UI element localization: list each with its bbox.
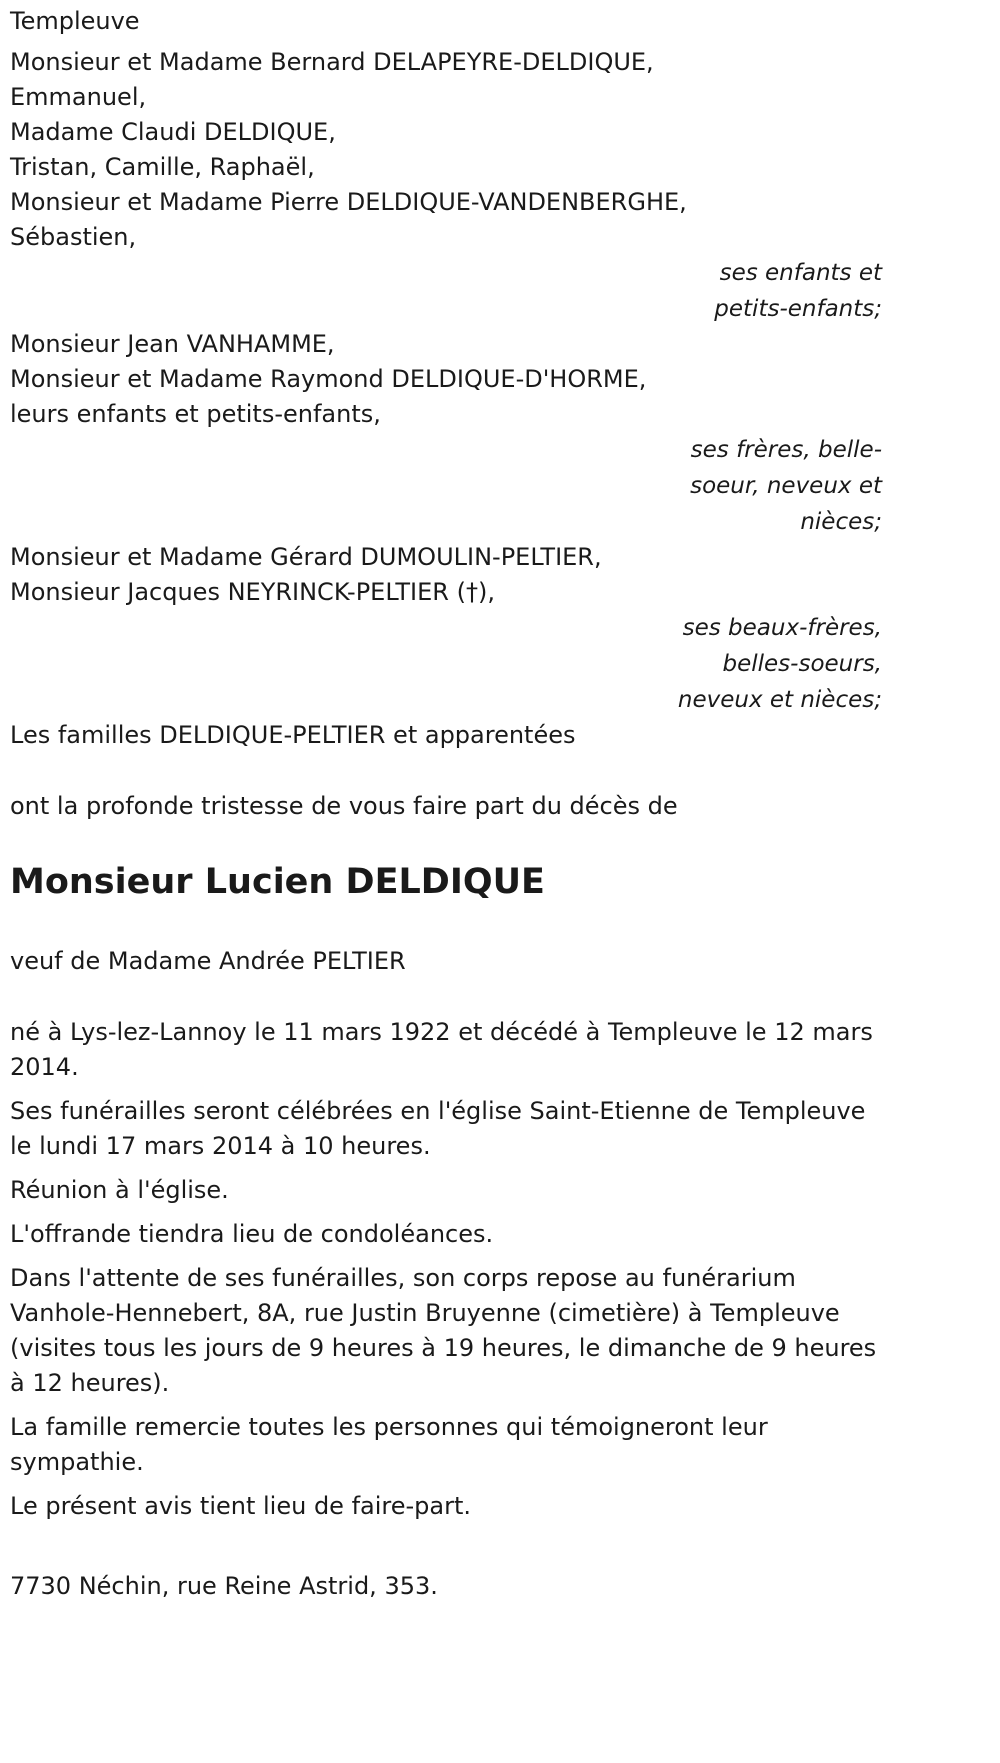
birth-death-paragraph: né à Lys-lez-Lannoy le 11 mars 1922 et décédé à Templeuve le 12 mars 2014.: [10, 1018, 873, 1081]
families-line: Les familles DELDIQUE-PELTIER et apparentées: [10, 721, 576, 749]
place-name: Templeuve: [10, 7, 140, 35]
family-group-children: [10, 45, 882, 327]
family-line: Monsieur et Madame Bernard DELAPEYRE-DELDIQUE,: [10, 48, 654, 76]
meeting-paragraph: Réunion à l'église.: [10, 1176, 229, 1204]
announcement-text: ont la profonde tristesse de vous faire part du décès de: [10, 792, 678, 820]
relationship-label: ses beaux-frères, belles-soeurs, neveux et nièces;: [677, 615, 882, 713]
family-line: Sébastien,: [10, 223, 137, 251]
notice-paragraph: Le présent avis tient lieu de faire-part.: [10, 1492, 472, 1520]
family-line: Monsieur Jean VANHAMME,: [10, 330, 335, 358]
family-line: Madame Claudi DELDIQUE,: [10, 118, 336, 146]
family-line-text: Monsieur Jacques NEYRINCK-PELTIER (: [10, 578, 466, 606]
obituary-notice: [10, 0, 882, 1604]
family-line: Monsieur et Madame Gérard DUMOULIN-PELTIER,: [10, 543, 602, 571]
relationship-label: ses enfants et petits-enfants;: [714, 260, 882, 322]
family-line: Monsieur et Madame Pierre DELDIQUE-VANDENBERGHE,: [10, 188, 687, 216]
family-line: Monsieur et Madame Raymond DELDIQUE-D'HORME,: [10, 365, 647, 393]
cross-icon: †: [465, 578, 478, 606]
family-line-text: ),: [477, 578, 495, 606]
widower-line: veuf de Madame Andrée PELTIER: [10, 947, 406, 975]
deceased-name: Monsieur Lucien DELDIQUE: [10, 862, 545, 902]
family-line-deceased-relative: [10, 575, 882, 610]
family-line: Tristan, Camille, Raphaël,: [10, 153, 315, 181]
offering-paragraph: L'offrande tiendra lieu de condoléances.: [10, 1220, 494, 1248]
address-line: 7730 Néchin, rue Reine Astrid, 353.: [10, 1572, 438, 1600]
family-group-in-laws: [10, 540, 882, 718]
thanks-paragraph: La famille remercie toutes les personnes qui témoigneront leur sympathie.: [10, 1413, 768, 1476]
family-line: leurs enfants et petits-enfants,: [10, 400, 381, 428]
relationship-label: ses frères, belle-soeur, neveux et nièces;: [690, 437, 882, 535]
funerarium-paragraph: Dans l'attente de ses funérailles, son corps repose au funérarium Vanhole-Hennebert, 8A, rue Justin Bruyenne (cimetière) à Templeuve (visites tous les jours de 9 heures à 19 heures, le dimanche de 9 heures à 12 heures).: [10, 1264, 877, 1397]
family-line: Emmanuel,: [10, 83, 147, 111]
family-group-siblings: [10, 327, 882, 540]
funeral-paragraph: Ses funérailles seront célébrées en l'église Saint-Etienne de Templeuve le lundi 17 mars 2014 à 10 heures.: [10, 1097, 866, 1160]
